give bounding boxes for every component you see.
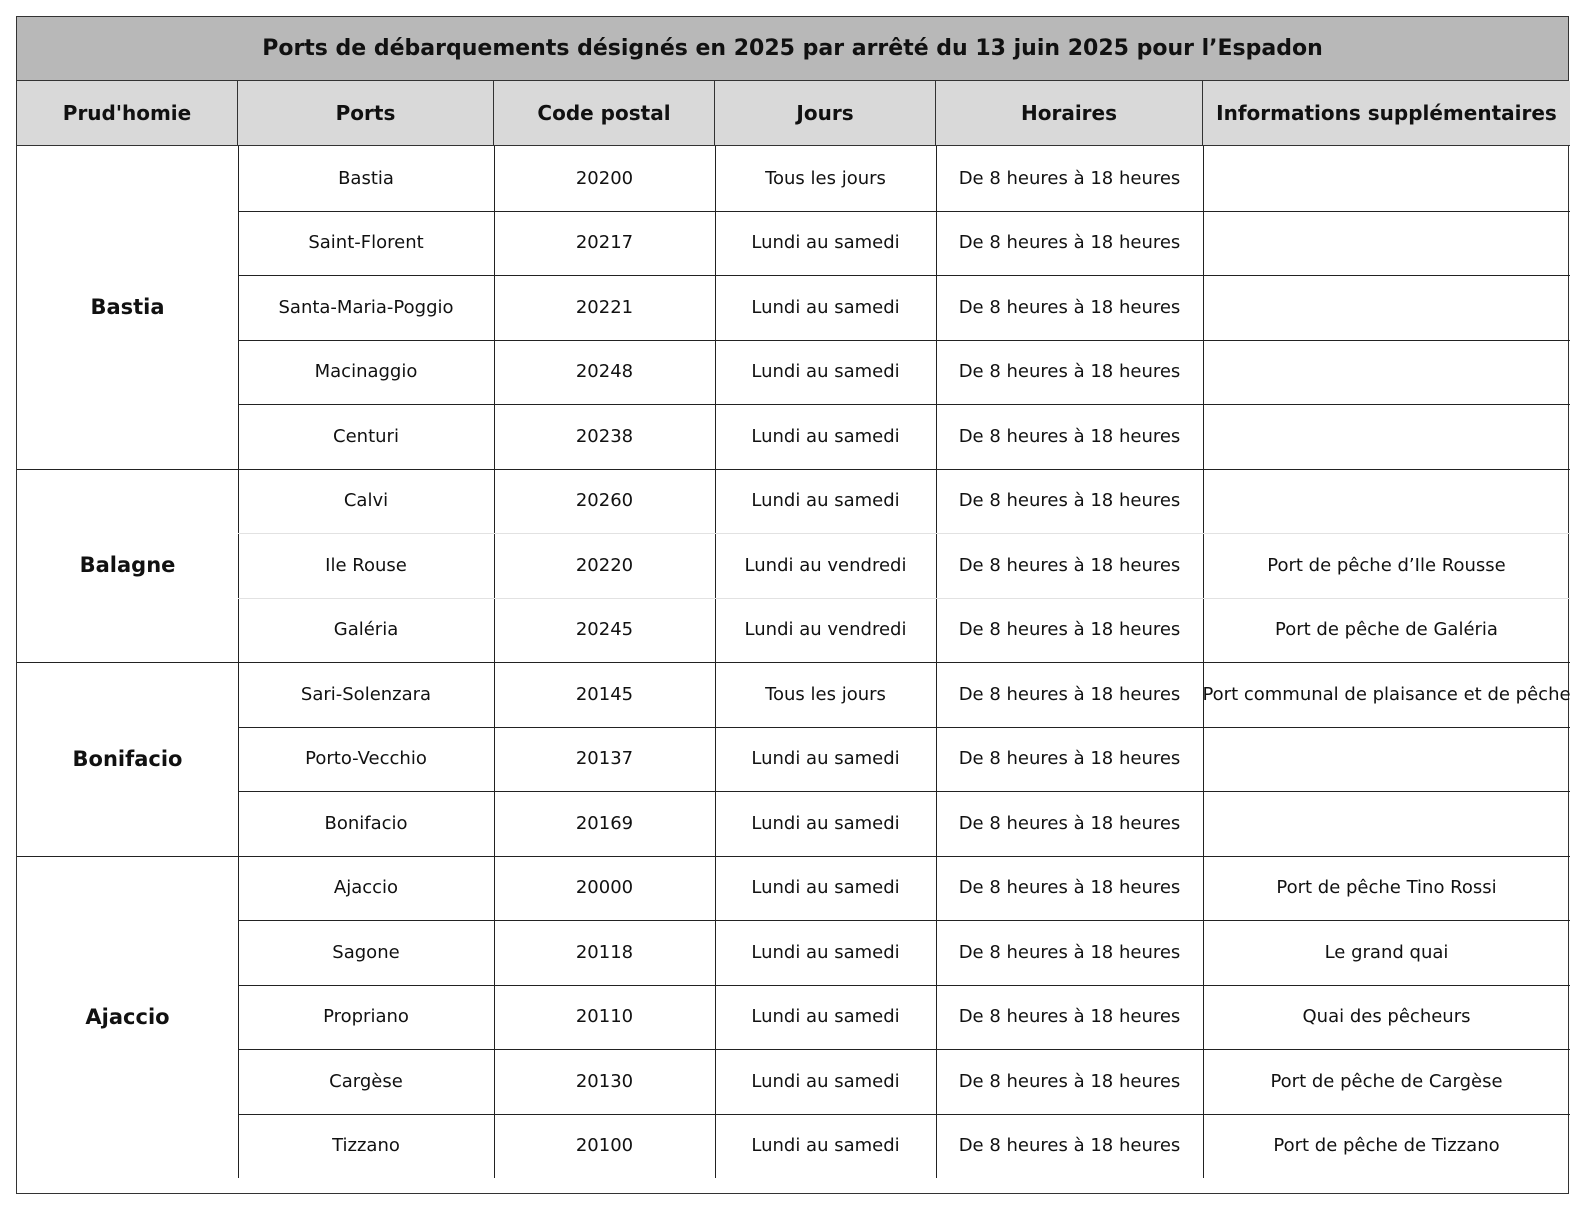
port-cell: Saint-Florent — [308, 232, 424, 254]
jours-cell: Lundi au samedi — [751, 361, 900, 383]
code-postal-cell: 20000 — [575, 877, 634, 899]
code-postal-cell: 20100 — [575, 1135, 634, 1157]
horaires-cell: De 8 heures à 18 heures — [958, 554, 1181, 576]
horaires-cell: De 8 heures à 18 heures — [958, 425, 1181, 447]
prudhomie-cell: Bastia — [90, 295, 165, 320]
table-title: Ports de débarquements désignés en 2025 par arrêté du 13 juin 2025 pour l’Espadon — [17, 17, 1568, 81]
row-divider — [238, 211, 1570, 212]
code-postal-cell: 20110 — [575, 1006, 634, 1028]
horaires-cell: De 8 heures à 18 heures — [958, 941, 1181, 963]
port-cell: Ile Rouse — [325, 554, 407, 576]
horaires-cell: De 8 heures à 18 heures — [958, 296, 1181, 318]
port-cell: Porto-Vecchio — [305, 748, 427, 770]
horaires-cell: De 8 heures à 18 heures — [958, 748, 1181, 770]
info-cell: Port de pêche de Tizzano — [1273, 1135, 1500, 1157]
row-divider — [238, 985, 1570, 986]
code-postal-cell: 20221 — [575, 296, 634, 318]
jours-cell: Lundi au vendredi — [744, 554, 907, 576]
jours-cell: Lundi au samedi — [751, 748, 900, 770]
header-horaires: Horaires — [936, 81, 1203, 146]
port-cell: Sari-Solenzara — [300, 683, 432, 705]
prudhomie-cell: Balagne — [79, 553, 176, 578]
jours-cell: Lundi au samedi — [751, 232, 900, 254]
horaires-cell: De 8 heures à 18 heures — [958, 490, 1181, 512]
horaires-cell: De 8 heures à 18 heures — [958, 683, 1181, 705]
code-postal-cell: 20200 — [575, 167, 634, 189]
prudhomie-cell: Bonifacio — [72, 746, 183, 771]
info-cell — [1203, 404, 1570, 469]
info-cell: Port de pêche de Galéria — [1275, 619, 1498, 641]
code-postal-cell: 20260 — [575, 490, 634, 512]
header-informations: Informations supplémentaires — [1203, 81, 1570, 146]
code-postal-cell: 20220 — [575, 554, 634, 576]
code-postal-cell: 20217 — [575, 232, 634, 254]
port-cell: Calvi — [343, 490, 389, 512]
jours-cell: Lundi au samedi — [751, 941, 900, 963]
jours-cell: Lundi au samedi — [751, 296, 900, 318]
row-divider — [238, 598, 1570, 599]
header-prudhomie: Prud'homie — [17, 81, 238, 146]
row-divider — [238, 791, 1570, 792]
horaires-cell: De 8 heures à 18 heures — [958, 361, 1181, 383]
horaires-cell: De 8 heures à 18 heures — [958, 232, 1181, 254]
port-cell: Sagone — [332, 941, 400, 963]
row-divider — [238, 920, 1570, 921]
jours-cell: Lundi au samedi — [751, 1135, 900, 1157]
code-postal-cell: 20145 — [575, 683, 634, 705]
jours-cell: Lundi au samedi — [751, 812, 900, 834]
ports-table — [16, 16, 1569, 1194]
port-cell: Propriano — [323, 1006, 409, 1028]
port-cell: Bastia — [338, 167, 394, 189]
header-ports: Ports — [238, 81, 494, 146]
port-cell: Centuri — [333, 425, 399, 447]
header-code-postal: Code postal — [494, 81, 715, 146]
jours-cell: Lundi au samedi — [751, 490, 900, 512]
info-cell: Port de pêche d’Ile Rousse — [1267, 554, 1506, 576]
info-cell: Le grand quai — [1324, 941, 1449, 963]
info-cell: Port communal de plaisance et de pêche — [1202, 683, 1571, 705]
port-cell: Cargèse — [329, 1070, 403, 1092]
prudhomie-cell: Ajaccio — [85, 1004, 170, 1029]
horaires-cell: De 8 heures à 18 heures — [958, 1006, 1181, 1028]
info-cell: Quai des pêcheurs — [1302, 1006, 1471, 1028]
horaires-cell: De 8 heures à 18 heures — [958, 877, 1181, 899]
row-divider — [238, 275, 1570, 276]
code-postal-cell: 20238 — [575, 425, 634, 447]
row-divider — [238, 404, 1570, 405]
row-divider — [238, 1049, 1570, 1050]
code-postal-cell: 20245 — [575, 619, 634, 641]
horaires-cell: De 8 heures à 18 heures — [958, 812, 1181, 834]
info-cell — [1203, 211, 1570, 276]
header-jours: Jours — [715, 81, 936, 146]
info-cell — [1203, 469, 1570, 534]
jours-cell: Tous les jours — [765, 167, 886, 189]
row-divider — [238, 1114, 1570, 1115]
port-cell: Tizzano — [332, 1135, 400, 1157]
jours-cell: Lundi au vendredi — [744, 619, 907, 641]
jours-cell: Lundi au samedi — [751, 1006, 900, 1028]
code-postal-cell: 20130 — [575, 1070, 634, 1092]
jours-cell: Lundi au samedi — [751, 425, 900, 447]
horaires-cell: De 8 heures à 18 heures — [958, 1135, 1181, 1157]
horaires-cell: De 8 heures à 18 heures — [958, 1070, 1181, 1092]
info-cell — [1203, 340, 1570, 405]
info-cell: Port de pêche Tino Rossi — [1276, 877, 1497, 899]
info-cell — [1203, 275, 1570, 340]
jours-cell: Lundi au samedi — [751, 877, 900, 899]
port-cell: Galéria — [333, 619, 399, 641]
horaires-cell: De 8 heures à 18 heures — [958, 619, 1181, 641]
port-cell: Bonifacio — [324, 812, 408, 834]
code-postal-cell: 20118 — [575, 941, 634, 963]
port-cell: Macinaggio — [314, 361, 418, 383]
jours-cell: Tous les jours — [765, 683, 886, 705]
port-cell: Ajaccio — [333, 877, 399, 899]
code-postal-cell: 20169 — [575, 812, 634, 834]
port-cell: Santa-Maria-Poggio — [278, 296, 454, 318]
row-divider — [17, 469, 1570, 470]
row-divider — [238, 727, 1570, 728]
info-cell — [1203, 727, 1570, 792]
jours-cell: Lundi au samedi — [751, 1070, 900, 1092]
row-divider — [17, 662, 1570, 663]
row-divider — [238, 340, 1570, 341]
code-postal-cell: 20137 — [575, 748, 634, 770]
info-cell: Port de pêche de Cargèse — [1270, 1070, 1503, 1092]
info-cell — [1203, 146, 1570, 211]
row-divider — [17, 856, 1570, 857]
row-divider — [238, 533, 1570, 534]
horaires-cell: De 8 heures à 18 heures — [958, 167, 1181, 189]
code-postal-cell: 20248 — [575, 361, 634, 383]
info-cell — [1203, 791, 1570, 856]
